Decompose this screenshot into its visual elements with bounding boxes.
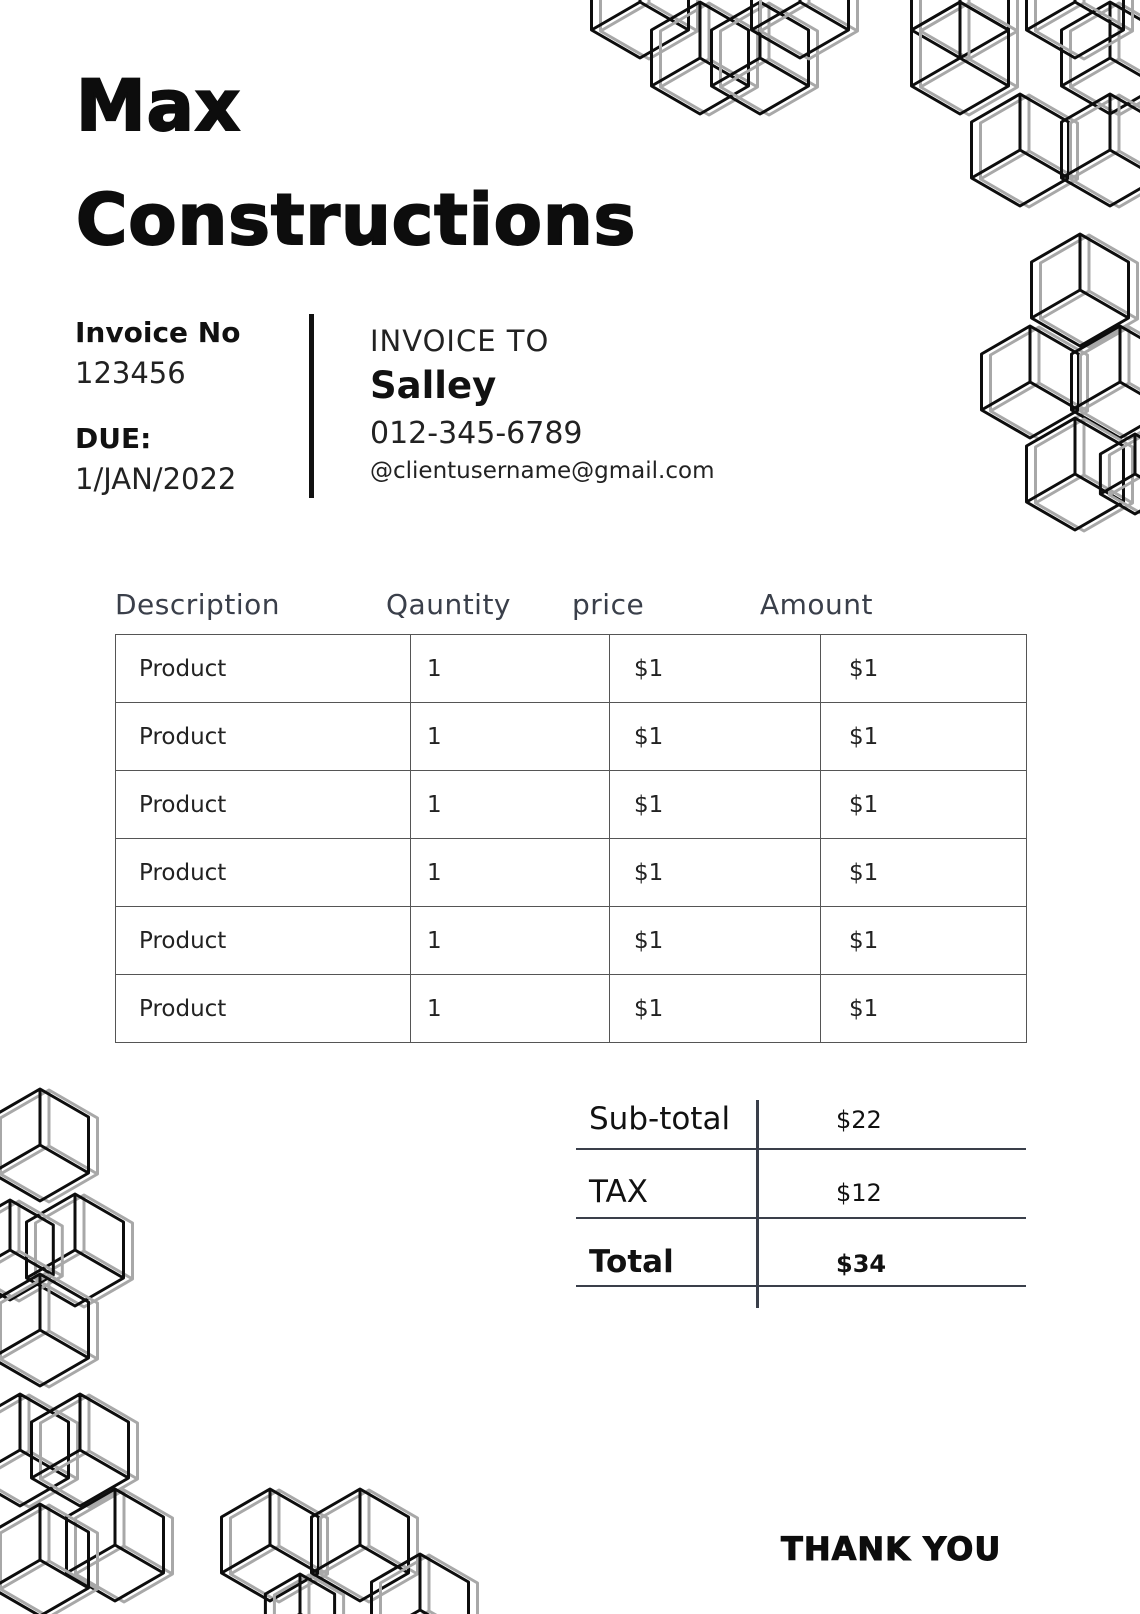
column-header-amount: Amount	[760, 588, 874, 621]
item-description: Product	[116, 635, 411, 703]
column-header-description: Description	[115, 588, 280, 621]
company-name-line1: Max	[76, 65, 242, 147]
item-amount: $1	[821, 839, 1027, 907]
item-price: $1	[610, 975, 821, 1043]
table-row	[116, 771, 1027, 839]
item-quantity: 1	[411, 635, 610, 703]
subtotal-label: Sub-total	[589, 1101, 731, 1137]
item-price: $1	[610, 703, 821, 771]
item-amount: $1	[821, 635, 1027, 703]
item-amount: $1	[821, 771, 1027, 839]
table-row	[116, 975, 1027, 1043]
item-price: $1	[610, 839, 821, 907]
total-label: Total	[589, 1244, 674, 1280]
item-price: $1	[610, 635, 821, 703]
item-price: $1	[610, 771, 821, 839]
due-label: DUE:	[75, 422, 152, 455]
summary-rule	[576, 1148, 1026, 1150]
line-items-table	[115, 634, 1027, 1043]
invoice-to-label: INVOICE TO	[370, 324, 550, 358]
item-description: Product	[116, 771, 411, 839]
total-value: $34	[836, 1250, 887, 1278]
item-description: Product	[116, 703, 411, 771]
client-phone: 012-345-6789	[370, 416, 583, 451]
item-quantity: 1	[411, 771, 610, 839]
client-name: Salley	[370, 364, 497, 407]
table-row	[116, 703, 1027, 771]
tax-label: TAX	[589, 1174, 648, 1210]
table-row	[116, 839, 1027, 907]
column-header-quantity: Qauntity	[386, 588, 511, 621]
item-quantity: 1	[411, 907, 610, 975]
tax-value: $12	[836, 1179, 882, 1207]
item-quantity: 1	[411, 839, 610, 907]
item-price: $1	[610, 907, 821, 975]
client-email: @clientusername@gmail.com	[370, 458, 715, 484]
cube-outline-icon	[0, 1395, 78, 1507]
item-description: Product	[116, 839, 411, 907]
table-row	[116, 635, 1027, 703]
item-amount: $1	[821, 975, 1027, 1043]
cube-outline-icon	[1, 1505, 98, 1614]
item-quantity: 1	[411, 975, 610, 1043]
item-description: Product	[116, 907, 411, 975]
table-row	[116, 907, 1027, 975]
item-amount: $1	[821, 703, 1027, 771]
company-name-line2: Constructions	[76, 179, 637, 261]
column-header-price: price	[572, 588, 645, 621]
summary-rule	[576, 1285, 1026, 1287]
item-description: Product	[116, 975, 411, 1043]
invoice-number-label: Invoice No	[75, 316, 241, 349]
subtotal-value: $22	[836, 1106, 882, 1134]
header-divider	[309, 314, 314, 498]
item-amount: $1	[821, 907, 1027, 975]
summary-divider-vertical	[756, 1100, 759, 1308]
summary-rule	[576, 1217, 1026, 1219]
due-date: 1/JAN/2022	[75, 462, 237, 496]
invoice-number: 123456	[75, 356, 186, 390]
cube-outline-icon	[372, 1554, 469, 1614]
thank-you-text: THANK YOU	[781, 1530, 1002, 1568]
item-quantity: 1	[411, 703, 610, 771]
